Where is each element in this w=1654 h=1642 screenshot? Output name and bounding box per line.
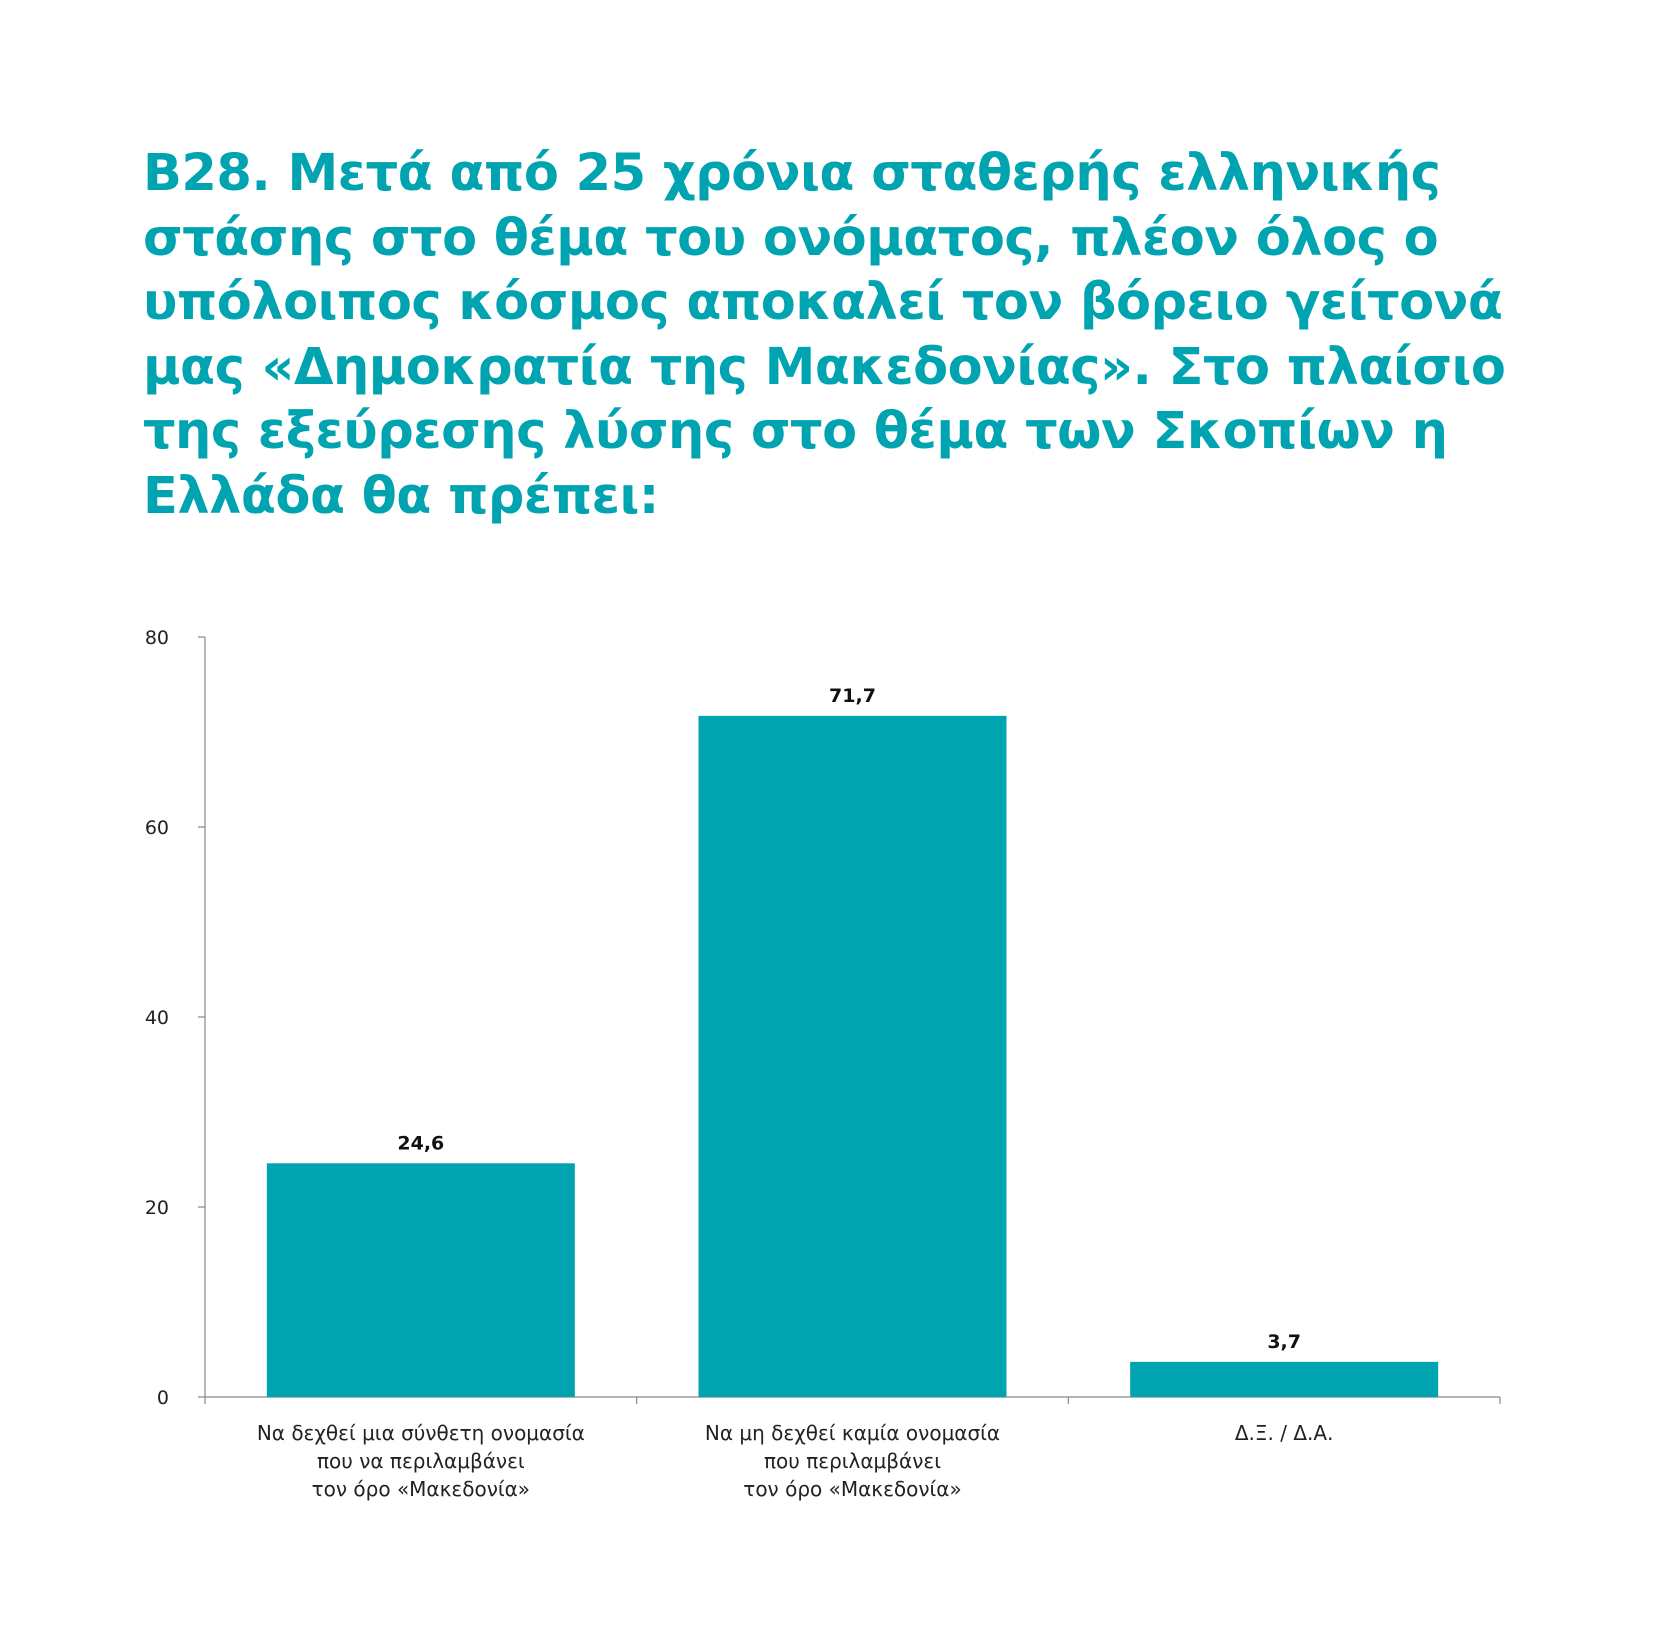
x-category-label: τον όρο «Μακεδονία»	[311, 1477, 531, 1501]
y-tick-label: 60	[144, 817, 169, 839]
y-tick-label: 40	[144, 1007, 169, 1029]
title-line-4: μας «Δημοκρατία της Μακεδονίας». Στο πλαίσιο	[143, 337, 1506, 397]
x-category-label: που να περιλαμβάνει	[316, 1449, 525, 1473]
bar-value-label: 24,6	[397, 1132, 445, 1155]
bar	[1130, 1362, 1438, 1397]
title-line-6: Ελλάδα θα πρέπει:	[143, 466, 659, 526]
bar	[699, 716, 1007, 1397]
y-tick-label: 20	[144, 1197, 169, 1219]
title-line-3: υπόλοιπος κόσμος αποκαλεί τον βόρειο γείτονά	[143, 273, 1503, 332]
y-tick-label: 80	[144, 627, 169, 649]
x-category-label: Να δεχθεί μια σύνθετη ονομασία	[256, 1421, 585, 1445]
y-tick-label: 0	[156, 1387, 169, 1409]
bar	[267, 1163, 575, 1397]
bar-value-label: 71,7	[829, 684, 876, 707]
x-category-label: που περιλαμβάνει	[764, 1449, 941, 1473]
title-line-1: Β28. Μετά από 25 χρόνια σταθερής ελληνικής	[143, 144, 1441, 203]
title-line-5: της εξεύρεσης λύσης στο θέμα των Σκοπίων η	[143, 402, 1448, 461]
x-category-label: Δ.Ξ. / Δ.Α.	[1234, 1421, 1334, 1445]
bar-value-label: 3,7	[1267, 1330, 1302, 1353]
x-category-label: Να μη δεχθεί καμία ονομασία	[704, 1421, 1001, 1445]
title-line-2: στάσης στο θέμα του ονόματος, πλέον όλος ο	[143, 208, 1439, 268]
x-category-label: τον όρο «Μακεδονία»	[743, 1477, 962, 1501]
